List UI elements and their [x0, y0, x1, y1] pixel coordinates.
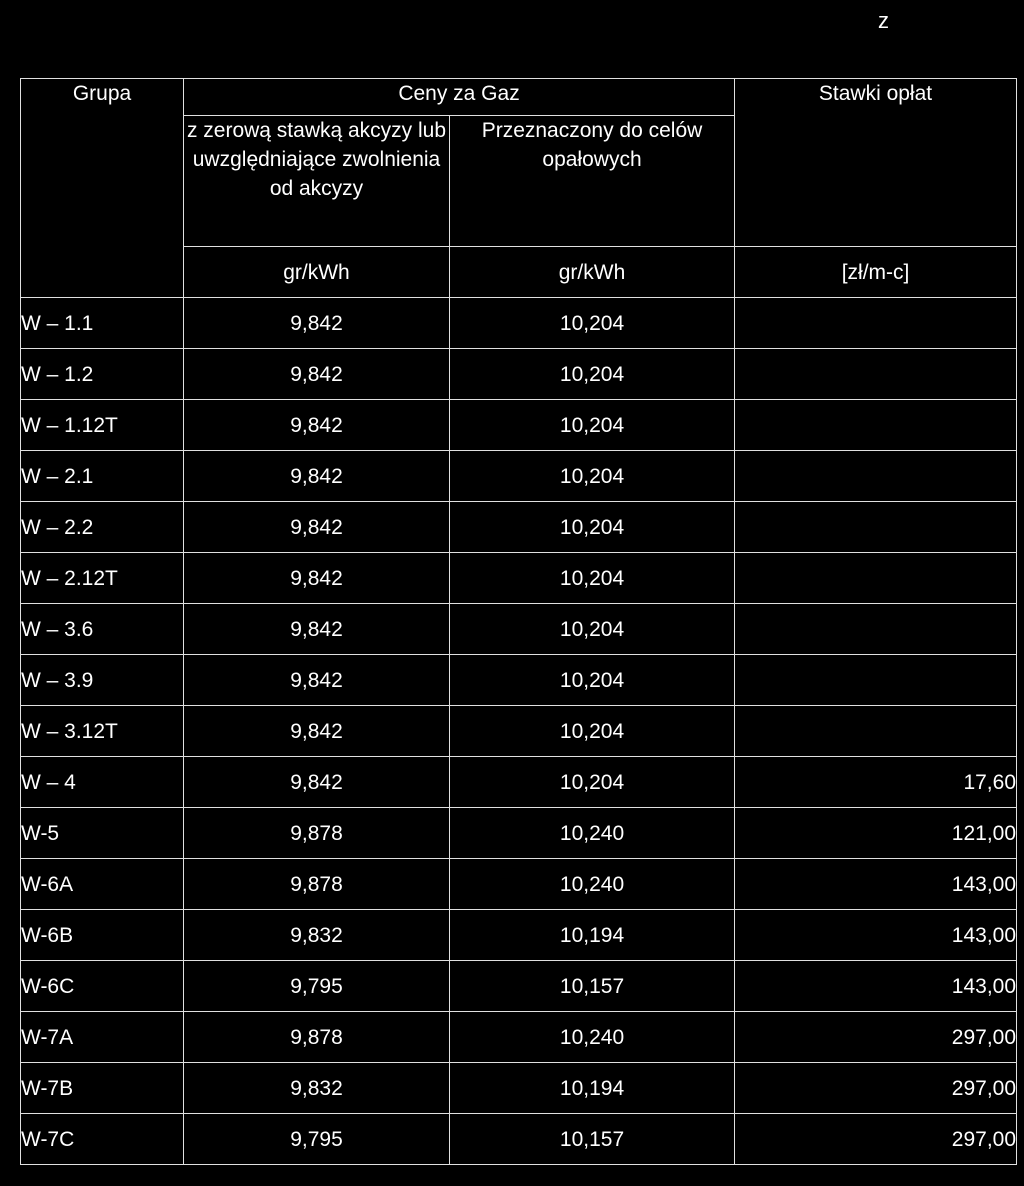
table-cell-group: W-7A	[21, 1012, 184, 1063]
table-cell-rate: 297,00	[735, 1012, 1017, 1063]
table-row	[21, 451, 1017, 502]
table-cell-zero-excise: 9,842	[184, 655, 450, 706]
table-row	[21, 1063, 1017, 1114]
table-cell-rate	[735, 400, 1017, 451]
unit-heat-header: gr/kWh	[450, 247, 735, 298]
table-row	[21, 553, 1017, 604]
table-cell-group: W – 3.9	[21, 655, 184, 706]
table-cell-group: W – 2.12T	[21, 553, 184, 604]
table-cell-rate	[735, 604, 1017, 655]
table-cell-rate: 121,00	[735, 808, 1017, 859]
table-cell-heating: 10,240	[450, 859, 735, 910]
table-cell-heating: 10,204	[450, 553, 735, 604]
table-row	[21, 655, 1017, 706]
zero-excise-header: z zerową stawką akcyzy lub uwzględniające zwolnienia od akcyzy	[184, 116, 450, 247]
table-cell-heating: 10,157	[450, 1114, 735, 1165]
table-cell-group: W-6B	[21, 910, 184, 961]
table-row	[21, 706, 1017, 757]
header-row-top	[21, 79, 1017, 116]
table-row	[21, 400, 1017, 451]
page-mark: z	[878, 8, 889, 33]
table-cell-group: W – 1.2	[21, 349, 184, 400]
table-row	[21, 757, 1017, 808]
table-row	[21, 349, 1017, 400]
table-cell-rate: 297,00	[735, 1063, 1017, 1114]
table-cell-zero-excise: 9,842	[184, 400, 450, 451]
table-cell-heating: 10,240	[450, 808, 735, 859]
table-cell-zero-excise: 9,832	[184, 1063, 450, 1114]
table-cell-heating: 10,204	[450, 604, 735, 655]
table-cell-rate	[735, 655, 1017, 706]
table-cell-rate: 297,00	[735, 1114, 1017, 1165]
table-cell-zero-excise: 9,842	[184, 604, 450, 655]
ceny-za-gaz-header: Ceny za Gaz	[184, 79, 735, 116]
unit-rate-header: [zł/m-c]	[735, 247, 1017, 298]
table-cell-group: W-7B	[21, 1063, 184, 1114]
table-row	[21, 298, 1017, 349]
grupa-header: Grupa	[21, 79, 184, 298]
table-cell-heating: 10,204	[450, 400, 735, 451]
table-cell-rate	[735, 451, 1017, 502]
table-cell-zero-excise: 9,842	[184, 553, 450, 604]
table-cell-rate	[735, 298, 1017, 349]
table-row	[21, 961, 1017, 1012]
table-row	[21, 604, 1017, 655]
table-cell-group: W – 4	[21, 757, 184, 808]
table-cell-zero-excise: 9,795	[184, 961, 450, 1012]
table-cell-zero-excise: 9,878	[184, 859, 450, 910]
table-cell-rate	[735, 553, 1017, 604]
table-cell-group: W – 1.1	[21, 298, 184, 349]
table-body	[21, 298, 1017, 1165]
table-cell-heating: 10,204	[450, 298, 735, 349]
table-cell-heating: 10,194	[450, 910, 735, 961]
table-cell-zero-excise: 9,832	[184, 910, 450, 961]
table-header	[21, 79, 1017, 298]
table-cell-heating: 10,240	[450, 1012, 735, 1063]
table-cell-zero-excise: 9,842	[184, 451, 450, 502]
table-row	[21, 1114, 1017, 1165]
table-cell-group: W – 2.1	[21, 451, 184, 502]
table-row	[21, 859, 1017, 910]
gas-tariff-table	[20, 78, 1017, 1165]
table-cell-group: W-5	[21, 808, 184, 859]
unit-zero-header: gr/kWh	[184, 247, 450, 298]
table-cell-heating: 10,204	[450, 757, 735, 808]
table-cell-heating: 10,204	[450, 706, 735, 757]
table-cell-zero-excise: 9,878	[184, 808, 450, 859]
table-cell-heating: 10,204	[450, 655, 735, 706]
table-cell-group: W-6C	[21, 961, 184, 1012]
table-cell-zero-excise: 9,795	[184, 1114, 450, 1165]
table-cell-zero-excise: 9,842	[184, 349, 450, 400]
table-cell-rate: 143,00	[735, 859, 1017, 910]
table-cell-heating: 10,204	[450, 502, 735, 553]
table-cell-group: W-7C	[21, 1114, 184, 1165]
table-cell-rate: 143,00	[735, 961, 1017, 1012]
table-cell-heating: 10,157	[450, 961, 735, 1012]
heating-purpose-header: Przeznaczony do celów opałowych	[450, 116, 735, 247]
stawki-oplat-header: Stawki opłat	[735, 79, 1017, 247]
table-cell-zero-excise: 9,842	[184, 298, 450, 349]
table-cell-group: W – 2.2	[21, 502, 184, 553]
table-cell-rate	[735, 706, 1017, 757]
table-row	[21, 808, 1017, 859]
table-cell-rate: 143,00	[735, 910, 1017, 961]
table-cell-group: W – 1.12T	[21, 400, 184, 451]
table-cell-zero-excise: 9,878	[184, 1012, 450, 1063]
table-cell-group: W-6A	[21, 859, 184, 910]
table-cell-rate	[735, 349, 1017, 400]
table-cell-zero-excise: 9,842	[184, 706, 450, 757]
table-row	[21, 1012, 1017, 1063]
table-row	[21, 910, 1017, 961]
table-cell-zero-excise: 9,842	[184, 757, 450, 808]
table-cell-heating: 10,204	[450, 451, 735, 502]
table-cell-heating: 10,194	[450, 1063, 735, 1114]
table-cell-rate: 17,60	[735, 757, 1017, 808]
table-row	[21, 502, 1017, 553]
table-cell-heating: 10,204	[450, 349, 735, 400]
table-cell-group: W – 3.6	[21, 604, 184, 655]
table-cell-rate	[735, 502, 1017, 553]
table-cell-zero-excise: 9,842	[184, 502, 450, 553]
table-cell-group: W – 3.12T	[21, 706, 184, 757]
